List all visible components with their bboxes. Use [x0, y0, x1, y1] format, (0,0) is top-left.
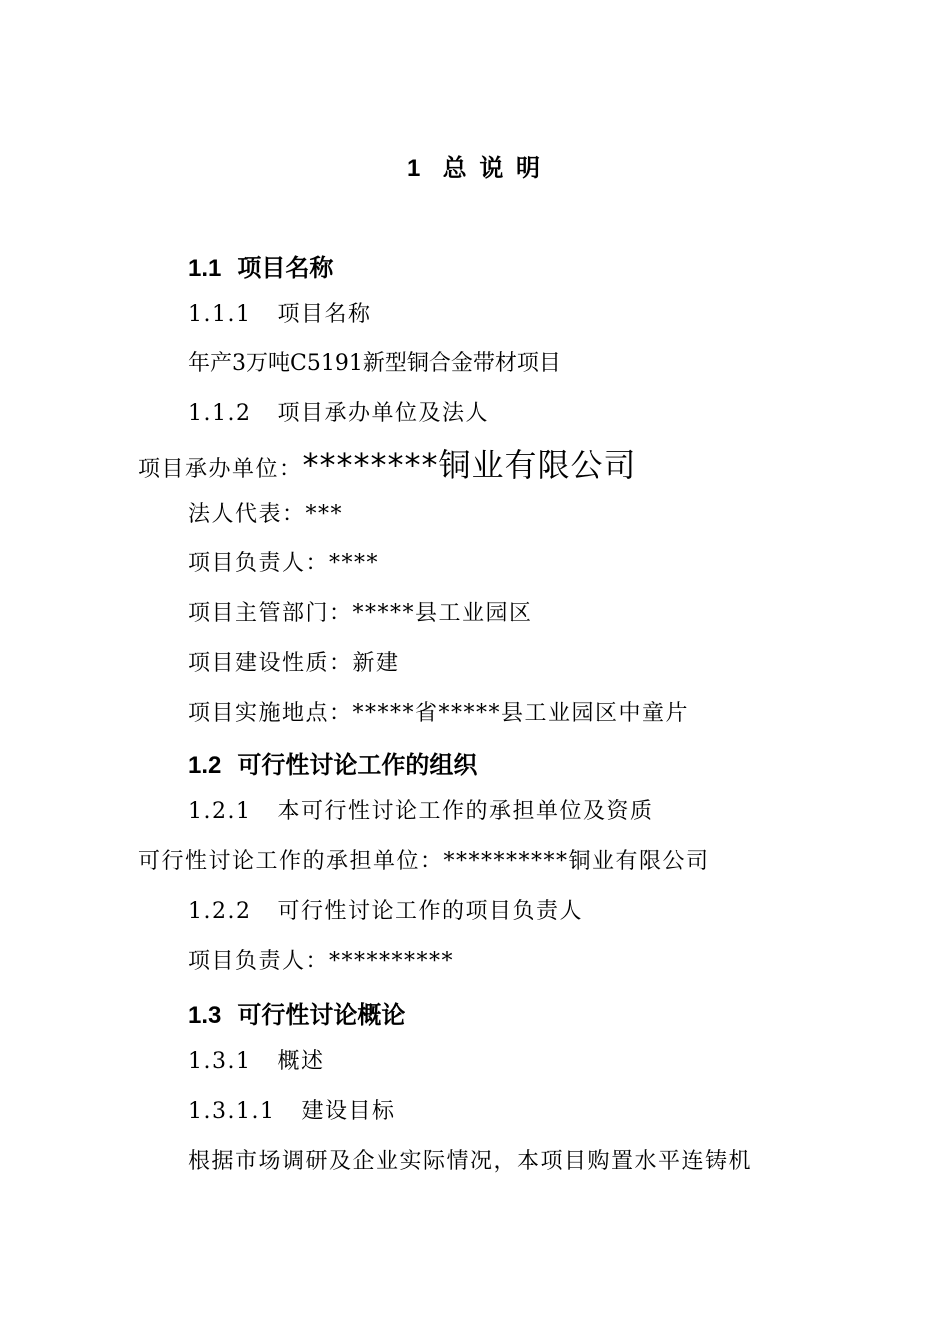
subsection-heading-1-3-1-1	[188, 1094, 395, 1125]
goal-paragraph: 根据市场调研及企业实际情况，本项目购置水平连铸机	[188, 1149, 753, 1174]
subsection-title: 建设目标	[301, 1099, 396, 1124]
section-title: 可行性讨论概论	[237, 1002, 406, 1029]
section-title: 可行性讨论工作的组织	[237, 752, 478, 779]
section-number: 1.3	[188, 1002, 222, 1029]
project-location: 项目实施地点：*****省*****县工业园区中童片	[188, 701, 690, 726]
project-name-text: 年产3万吨C5191新型铜合金带材项目	[188, 351, 561, 376]
study-unit: 可行性讨论工作的承担单位：**********铜业有限公司	[138, 849, 710, 874]
subsection-heading-1-1-2	[188, 396, 489, 427]
subsection-heading-1-1-1	[188, 297, 372, 328]
chapter-heading	[0, 148, 950, 183]
subsection-number: 1.3.1	[188, 1049, 252, 1074]
project-lead: 项目负责人：****	[188, 551, 380, 576]
subsection-title: 项目名称	[277, 302, 372, 327]
subsection-number: 1.1.1	[188, 302, 252, 327]
subsection-title: 可行性讨论工作的项目负责人	[277, 899, 583, 924]
section-number: 1.1	[188, 255, 222, 282]
subsection-heading-1-2-2	[188, 894, 583, 925]
section-heading-1-2	[188, 745, 477, 780]
section-heading-1-1	[188, 248, 333, 283]
study-lead: 项目负责人：**********	[188, 949, 455, 974]
subsection-title: 本可行性讨论工作的承担单位及资质	[277, 799, 654, 824]
construction-nature: 项目建设性质：新建	[188, 651, 400, 676]
section-heading-1-3	[188, 995, 405, 1030]
section-title: 项目名称	[237, 255, 334, 282]
subsection-heading-1-3-1	[188, 1044, 325, 1075]
chapter-title: 总 说 明	[442, 155, 544, 182]
chapter-number: 1	[406, 155, 424, 182]
undertaker-label: 项目承办单位：	[138, 457, 303, 482]
subsection-number: 1.2.2	[188, 899, 252, 924]
subsection-number: 1.2.1	[188, 799, 252, 824]
section-number: 1.2	[188, 752, 222, 779]
subsection-title: 概述	[277, 1049, 325, 1074]
undertaker-line	[138, 440, 637, 486]
subsection-heading-1-2-1	[188, 794, 654, 825]
subsection-number: 1.3.1.1	[188, 1099, 276, 1124]
subsection-number: 1.1.2	[188, 401, 252, 426]
legal-representative: 法人代表：***	[188, 502, 344, 527]
undertaker-value: ********铜业有限公司	[302, 446, 637, 484]
authority-department: 项目主管部门：*****县工业园区	[188, 601, 533, 626]
subsection-title: 项目承办单位及法人	[277, 401, 489, 426]
